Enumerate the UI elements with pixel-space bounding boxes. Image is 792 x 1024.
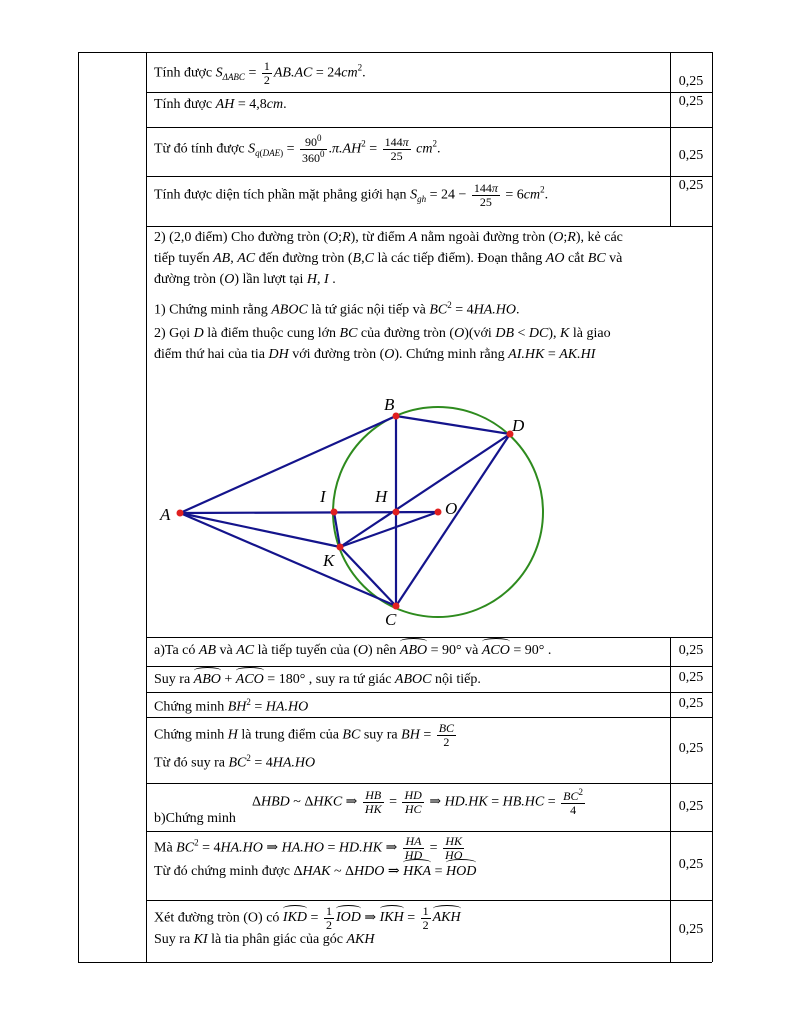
score-row-3: 0,25 bbox=[678, 148, 704, 163]
row-1-text: Tính được $S_{\Delta ABC}$ = $\frac{1}{2}$ $AB.AC = 24cm^2$. bbox=[154, 59, 366, 87]
segment-dk bbox=[340, 434, 510, 547]
point-a bbox=[177, 510, 184, 517]
point-h bbox=[393, 509, 400, 516]
row-3-text: Từ đó tính được $S_{q(DAE)}$ = $\frac{90^0}{360^0}$ $.\pi.AH^2$ = $\frac{144\pi}{25}$ $cm^2$. bbox=[154, 133, 441, 165]
label-a: A bbox=[160, 505, 171, 524]
score-b1: 0,25 bbox=[678, 799, 704, 814]
score-row-2: 0,25 bbox=[678, 94, 704, 109]
point-k bbox=[337, 544, 344, 551]
score-row-4: 0,25 bbox=[678, 178, 704, 193]
score-b3: 0,25 bbox=[678, 922, 704, 937]
point-c bbox=[393, 603, 400, 610]
row-a1-text: a)Ta có AB và AC là tiếp tuyến của (O) nên ABO = 90° và ACO = 90° . bbox=[154, 642, 551, 661]
label-o: O bbox=[445, 499, 458, 518]
score-a4: 0,25 bbox=[678, 741, 704, 756]
label-c: C bbox=[385, 610, 397, 629]
row-b2-text: Mà $BC^2 = 4HA.HO$ ⇒ HA.HO = HD.HK ⇒ $\frac{HA}{HD}$ = $\frac{HK}{HO}$ Từ đó chứng minh được ΔHAK ~ ΔHDO ⇒ HKA = HOD bbox=[154, 835, 476, 882]
row-4-text: Tính được diện tích phần mặt phẳng giới hạn $S_{gh} = 24$ − $\frac{144\pi}{25}$ = $6cm^2$. bbox=[154, 181, 549, 209]
row-a3-text: Chứng minh $BH^2 = HA.HO$ bbox=[154, 697, 309, 715]
label-h: H bbox=[375, 487, 388, 506]
geometry-figure bbox=[146, 380, 712, 635]
segment-ak bbox=[180, 513, 340, 547]
table-top-border bbox=[78, 52, 712, 53]
segment-ac bbox=[180, 513, 396, 606]
segment-ab bbox=[180, 416, 396, 513]
label-i: I bbox=[320, 487, 326, 506]
table-right-border bbox=[712, 52, 713, 962]
segment-ko bbox=[340, 512, 438, 547]
row-2-text: Tính được AH = 4,8cm. bbox=[154, 97, 287, 112]
segment-kc bbox=[340, 547, 396, 606]
score-a3: 0,25 bbox=[678, 696, 704, 711]
score-a2: 0,25 bbox=[678, 670, 704, 685]
row-b1-text: ΔHBD ~ ΔHKC ⇒ $\frac{HB}{HK}$ = $\frac{HD}{HC}$ ⇒ HD.HK = HB.HC = $\frac{BC^2}{4}$ b)Chứng minh bbox=[154, 787, 584, 827]
problem-statement: 2) (2,0 điểm) Cho đường tròn (O;R), từ điểm A nằm ngoài đường tròn (O;R), kẻ các tiếp tuyến AB, AC đến đường tròn (B,C là các tiếp điểm). Đoạn thẳng AO cắt BC và đường tròn (O) lần lượt tại H, I . 1) Chứng minh rằng ABOC là tứ giác nội tiếp và $BC^2 = 4HA.HO$. 2) Gọi D là điểm thuộc cung lớn BC của đường tròn (O)(với DB < DC), K là giao điểm thứ hai của tia DH với đường tròn (O). Chứng minh rằng AI.HK = AK.HI bbox=[154, 230, 623, 362]
label-d: D bbox=[512, 416, 525, 435]
score-a1: 0,25 bbox=[678, 643, 704, 658]
label-b: B bbox=[384, 395, 395, 414]
row-a2-text: Suy ra ABO + ACO = 180° , suy ra tứ giác ABOC nội tiếp. bbox=[154, 671, 481, 690]
row-a4-text: Chứng minh H là trung điểm của BC suy ra BH = $\frac{BC}{2}$ Từ đó suy ra $BC^2 = 4HA.HO$ bbox=[154, 721, 455, 771]
segment-bd bbox=[396, 416, 510, 434]
score-row-1: 0,25 bbox=[678, 74, 704, 89]
score-b2: 0,25 bbox=[678, 857, 704, 872]
label-k: K bbox=[323, 551, 335, 570]
point-i bbox=[331, 509, 338, 516]
point-o bbox=[435, 509, 442, 516]
table-bottom-border bbox=[78, 962, 712, 963]
row-b3-text: Xét đường tròn (O) có IKD = $\frac{1}{2}$ IOD ⇒ IKH = $\frac{1}{2}$ AKH Suy ra KI là tia phân giác của góc AKH bbox=[154, 904, 461, 948]
table-left-border bbox=[78, 52, 79, 962]
